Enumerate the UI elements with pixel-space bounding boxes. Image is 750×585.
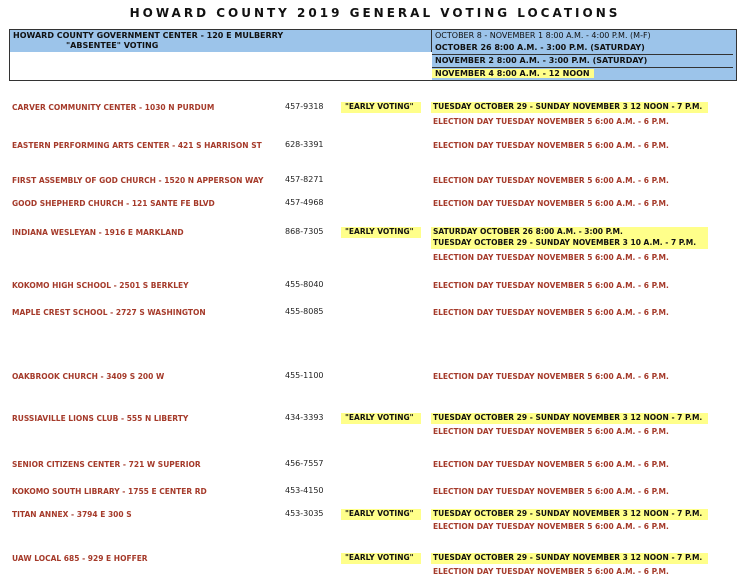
absentee-label: "ABSENTEE" VOTING <box>66 41 159 50</box>
location-name: TITAN ANNEX - 3794 E 300 S <box>12 510 132 519</box>
early-voting-badge: "EARLY VOTING" <box>341 102 421 113</box>
early-voting-schedule: TUESDAY OCTOBER 29 - SUNDAY NOVEMBER 3 10 A.M. - 7 P.M. <box>431 238 708 249</box>
location-name: CARVER COMMUNITY CENTER - 1030 N PURDUM <box>12 103 215 112</box>
absentee-location <box>10 30 432 52</box>
location-name: RUSSIAVILLE LIONS CLUB - 555 N LIBERTY <box>12 414 189 423</box>
absentee-schedule <box>432 30 736 80</box>
location-phone: 453-4150 <box>285 486 324 495</box>
election-day-schedule: ELECTION DAY TUESDAY NOVEMBER 5 6:00 A.M. - 6 P.M. <box>433 372 669 381</box>
absentee-schedule-line: OCTOBER 8 - NOVEMBER 1 8:00 A.M. - 4:00 P.M. (M-F) <box>435 31 651 40</box>
election-day-schedule: ELECTION DAY TUESDAY NOVEMBER 5 6:00 A.M. - 6 P.M. <box>433 567 669 576</box>
early-voting-schedule: TUESDAY OCTOBER 29 - SUNDAY NOVEMBER 3 12 NOON - 7 P.M. <box>431 413 708 424</box>
early-voting-schedule: TUESDAY OCTOBER 29 - SUNDAY NOVEMBER 3 12 NOON - 7 P.M. <box>431 509 708 520</box>
location-name: KOKOMO SOUTH LIBRARY - 1755 E CENTER RD <box>12 487 207 496</box>
election-day-schedule: ELECTION DAY TUESDAY NOVEMBER 5 6:00 A.M. - 6 P.M. <box>433 281 669 290</box>
early-voting-schedule: TUESDAY OCTOBER 29 - SUNDAY NOVEMBER 3 12 NOON - 7 P.M. <box>431 102 708 113</box>
election-day-schedule: ELECTION DAY TUESDAY NOVEMBER 5 6:00 A.M. - 6 P.M. <box>433 176 669 185</box>
election-day-schedule: ELECTION DAY TUESDAY NOVEMBER 5 6:00 A.M. - 6 P.M. <box>433 487 669 496</box>
location-phone: 457-9318 <box>285 102 324 111</box>
absentee-schedule-line: NOVEMBER 2 8:00 A.M. - 3:00 P.M. (SATURDAY) <box>435 56 648 65</box>
early-voting-badge: "EARLY VOTING" <box>341 227 421 238</box>
location-name: INDIANA WESLEYAN - 1916 E MARKLAND <box>12 228 184 237</box>
absentee-schedule-line: OCTOBER 26 8:00 A.M. - 3:00 P.M. (SATURDAY) <box>435 43 645 52</box>
election-day-schedule: ELECTION DAY TUESDAY NOVEMBER 5 6:00 A.M. - 6 P.M. <box>433 308 669 317</box>
location-name: FIRST ASSEMBLY OF GOD CHURCH - 1520 N APPERSON WAY <box>12 176 264 185</box>
absentee-location-name: HOWARD COUNTY GOVERNMENT CENTER - 120 E MULBERRY <box>13 31 284 40</box>
location-name: SENIOR CITIZENS CENTER - 721 W SUPERIOR <box>12 460 201 469</box>
early-voting-badge: "EARLY VOTING" <box>341 413 421 424</box>
location-name: MAPLE CREST SCHOOL - 2727 S WASHINGTON <box>12 308 206 317</box>
election-day-schedule: ELECTION DAY TUESDAY NOVEMBER 5 6:00 A.M. - 6 P.M. <box>433 522 669 531</box>
page-title: HOWARD COUNTY 2019 GENERAL VOTING LOCATIONS <box>129 6 621 20</box>
election-day-schedule: ELECTION DAY TUESDAY NOVEMBER 5 6:00 A.M. - 6 P.M. <box>433 199 669 208</box>
location-phone: 455-1100 <box>285 371 324 380</box>
location-phone: 455-8040 <box>285 280 324 289</box>
election-day-schedule: ELECTION DAY TUESDAY NOVEMBER 5 6:00 A.M. - 6 P.M. <box>433 117 669 126</box>
location-phone: 455-8085 <box>285 307 324 316</box>
election-day-schedule: ELECTION DAY TUESDAY NOVEMBER 5 6:00 A.M. - 6 P.M. <box>433 253 669 262</box>
divider <box>432 67 733 68</box>
location-phone: 434-3393 <box>285 413 324 422</box>
location-name: UAW LOCAL 685 - 929 E HOFFER <box>12 554 148 563</box>
election-day-schedule: ELECTION DAY TUESDAY NOVEMBER 5 6:00 A.M. - 6 P.M. <box>433 427 669 436</box>
location-name: OAKBROOK CHURCH - 3409 S 200 W <box>12 372 165 381</box>
absentee-voting-box <box>9 29 737 81</box>
early-voting-schedule: SATURDAY OCTOBER 26 8:00 A.M. - 3:00 P.M. <box>431 227 708 238</box>
absentee-schedule-line: NOVEMBER 4 8:00 A.M. - 12 NOON <box>432 69 594 78</box>
election-day-schedule: ELECTION DAY TUESDAY NOVEMBER 5 6:00 A.M. - 6 P.M. <box>433 141 669 150</box>
early-voting-badge: "EARLY VOTING" <box>341 509 421 520</box>
location-phone: 453-3035 <box>285 509 324 518</box>
early-voting-schedule: TUESDAY OCTOBER 29 - SUNDAY NOVEMBER 3 12 NOON - 7 P.M. <box>431 553 708 564</box>
election-day-schedule: ELECTION DAY TUESDAY NOVEMBER 5 6:00 A.M. - 6 P.M. <box>433 460 669 469</box>
location-phone: 868-7305 <box>285 227 324 236</box>
divider <box>432 54 733 55</box>
location-phone: 628-3391 <box>285 140 324 149</box>
location-name: EASTERN PERFORMING ARTS CENTER - 421 S HARRISON ST <box>12 141 262 150</box>
location-phone: 457-8271 <box>285 175 324 184</box>
location-name: GOOD SHEPHERD CHURCH - 121 SANTE FE BLVD <box>12 199 215 208</box>
location-name: KOKOMO HIGH SCHOOL - 2501 S BERKLEY <box>12 281 189 290</box>
location-phone: 456-7557 <box>285 459 324 468</box>
location-phone: 457-4968 <box>285 198 324 207</box>
early-voting-badge: "EARLY VOTING" <box>341 553 421 564</box>
